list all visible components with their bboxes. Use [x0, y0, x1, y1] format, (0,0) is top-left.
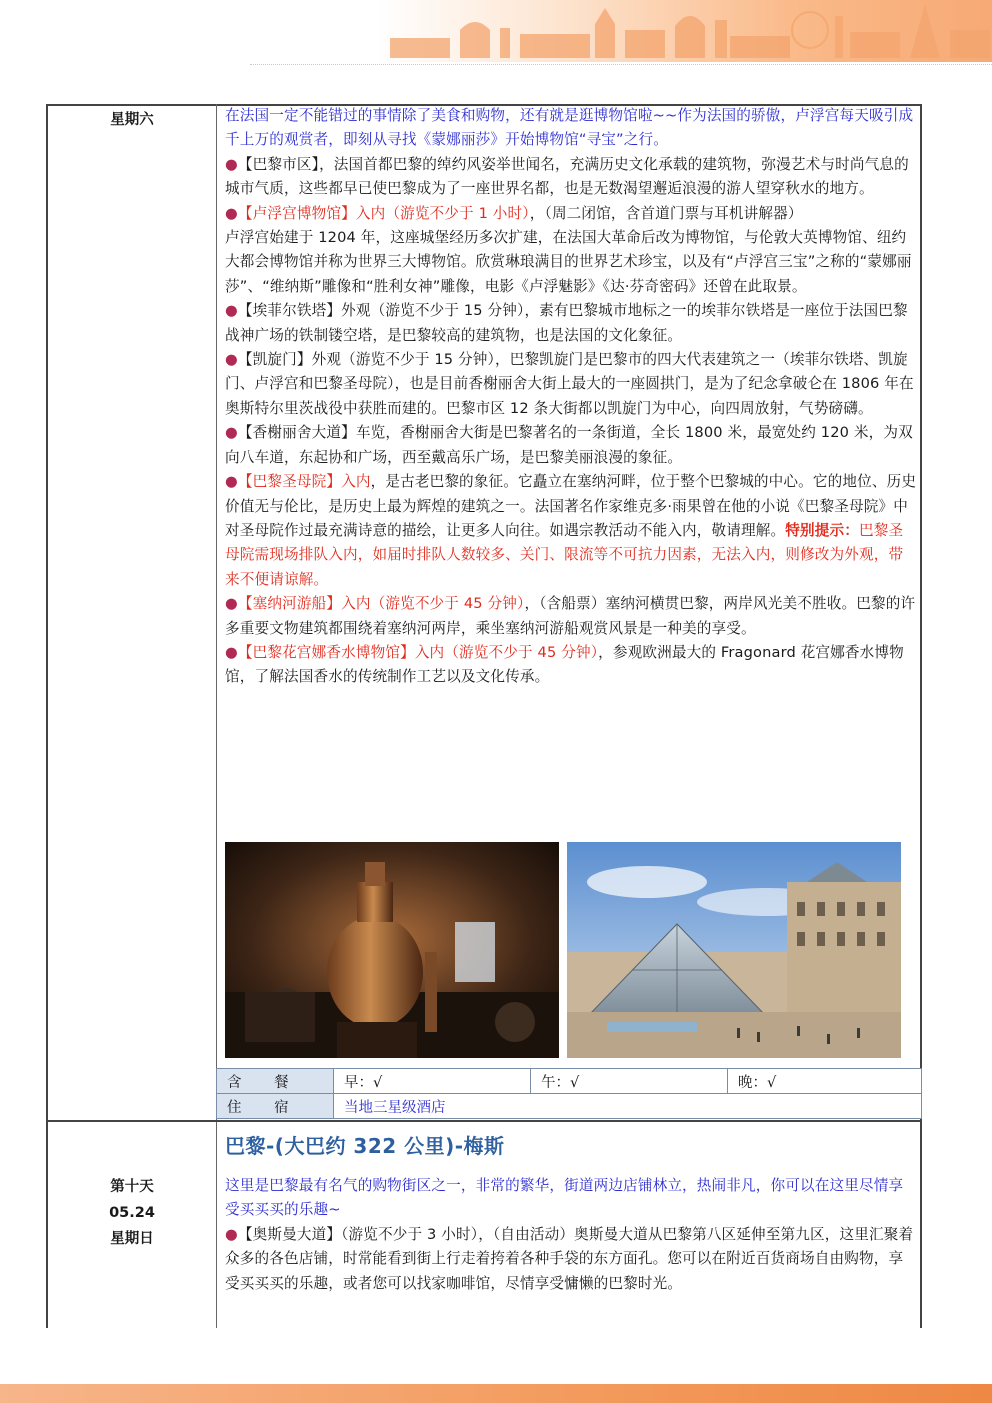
itinerary-item-haussmann — [225, 1223, 917, 1296]
special-notice-text: 巴黎圣母院需现场排队入内，如届时排队人数较多、关门、限流等不可抗力因素，无法入内，则修改为外观，带来不便请谅解。 — [225, 521, 904, 588]
item-title: 【巴黎圣母院】入内 — [237, 473, 371, 491]
item-text: 外观（游览不少于 15 分钟），巴黎凯旋门是巴黎市的四大代表建筑之一（埃菲尔铁塔、凯旋门、卢浮宫和巴黎圣母院），也是目前香榭丽舍大街上最大的一座圆拱门，是为了纪念拿破仑在 1806 年在奥斯特尔里茨战役中获胜而建的。巴黎市区 12 条大街都以凯旋门为中心，向四周放射，气势磅礴。 — [225, 351, 914, 417]
bullet-icon: ● — [225, 1225, 238, 1243]
item-title: 【埃菲尔铁塔】 — [237, 302, 342, 320]
bullet-icon: ● — [225, 595, 238, 613]
day-intro: 这里是巴黎最有名气的购物街区之一，非常的繁华，街道两边店铺林立，热闹非凡，你可以在这里尽情享受买买买的乐趣~ — [225, 1177, 904, 1219]
special-notice-label: 特别提示： — [785, 521, 860, 539]
route-title: 巴黎-(大巴约 322 公里)-梅斯 — [225, 1134, 505, 1158]
day-date: 05.24 — [109, 1205, 155, 1221]
hotel-row — [217, 1094, 922, 1119]
photo-row — [225, 842, 901, 1058]
lunch-cell: 午：√ — [531, 1069, 728, 1094]
breakfast-cell: 早：√ — [334, 1069, 531, 1094]
item-title: 【卢浮宫博物馆】入内（游览不少于 1 小时） — [237, 204, 530, 222]
weekday-label: 星期六 — [110, 112, 154, 128]
item-text: ，（含船票）塞纳河横贯巴黎，两岸风光美不胜收。巴黎的许多重要文物建筑都围绕着塞纳河两岸，乘坐塞纳河游船观赏风景是一种美的享受。 — [225, 595, 916, 637]
itinerary-item-eiffel-tower — [225, 299, 917, 348]
itinerary-item-fragonard-museum — [225, 641, 917, 690]
item-text: 外观（游览不少于 15 分钟），素有巴黎城市地标之一的埃菲尔铁塔是一座位于法国巴黎战神广场的铁制镂空塔，是巴黎较高的建筑物，也是法国的文化象征。 — [225, 302, 908, 344]
header-divider — [250, 64, 992, 65]
column-divider — [216, 104, 217, 1328]
itinerary-item-seine-cruise — [225, 592, 917, 641]
item-text: ，是古老巴黎的象征。它矗立在塞纳河畔，位于整个巴黎城的中心。它的地位、历史价值无与伦比，是历史上最为辉煌的建筑之一。法国著名作家维克多·雨果曾在他的小说《巴黎圣母院》中对圣母院作过最充满诗意的描绘，让更多人向往。如遇宗教活动不能入内，敬请理解。 — [225, 473, 917, 539]
bullet-icon: ● — [225, 424, 238, 442]
bullet-icon: ● — [225, 155, 238, 173]
bullet-icon: ● — [225, 473, 238, 491]
bullet-icon: ● — [225, 351, 238, 369]
day-number: 第十天 — [110, 1179, 154, 1195]
perfume-museum-photo — [225, 842, 559, 1058]
bullet-icon: ● — [225, 204, 238, 222]
bullet-icon: ● — [225, 302, 238, 320]
dinner-cell: 晚：√ — [728, 1069, 922, 1094]
item-text: ，参观欧洲最大的 Fragonard 花宫娜香水博物馆，了解法国香水的传统制作工艺以及文化传承。 — [225, 643, 904, 686]
day-label-saturday — [48, 107, 216, 133]
footer-banner — [0, 1384, 992, 1403]
bullet-icon: ● — [225, 643, 238, 661]
hotel-value: 当地三星级酒店 — [334, 1094, 922, 1119]
itinerary-item-louvre — [225, 202, 917, 300]
item-title: 【巴黎市区】 — [237, 155, 320, 173]
item-title: 【巴黎花宫娜香水博物馆】入内（游览不少于 45 分钟） — [237, 643, 599, 661]
city-skyline-decoration — [380, 0, 992, 58]
row-divider — [46, 1120, 922, 1122]
item-text: 卢浮宫始建于 1204 年，这座城堡经历多次扩建，在法国大革命后改为博物馆，与伦敦大英博物馆、纽约大都会博物馆并称为世界三大博物馆。欣赏琳琅满目的世界艺术珍宝，以及有“卢浮宫三宝”之称的“蒙娜丽莎”、“维纳斯”雕像和“胜利女神”雕像，电影《卢浮魅影》《达·芬奇密码》还曾在此取景。 — [225, 229, 912, 295]
day-label-day10 — [48, 1174, 216, 1252]
item-text: 车览，香榭丽舍大街是巴黎著名的一条街道，全长 1800 米，最宽处约 120 米，为双向八车道，东起协和广场，西至戴高乐广场，是巴黎美丽浪漫的象征。 — [225, 424, 913, 466]
item-text: （游览不少于 3 小时），（自由活动）奥斯曼大道从巴黎第八区延伸至第九区，这里汇聚着众多的各色店铺，时常能看到街上行走着挎着各种手袋的东方面孔。您可以在附近百货商场自由购物，享受买买买的乐趣，或者您可以找家咖啡馆，尽情享受慵懒的巴黎时光。 — [225, 1225, 914, 1292]
weekday-label: 星期日 — [110, 1231, 154, 1247]
itinerary-item-champs-elysees — [225, 421, 917, 470]
item-title: 【凯旋门】 — [237, 351, 312, 369]
day-content-saturday — [225, 104, 917, 690]
meals-label: 含 餐 — [217, 1069, 334, 1094]
hotel-label: 住 宿 — [217, 1094, 334, 1119]
item-title: 【塞纳河游船】入内（游览不少于 45 分钟） — [237, 595, 525, 613]
item-note: ，（周二闭馆，含首道门票与耳机讲解器） — [529, 204, 803, 222]
item-title: 【奥斯曼大道】 — [237, 1225, 342, 1243]
item-title: 【香榭丽舍大道】 — [237, 424, 356, 442]
meals-row — [217, 1069, 922, 1094]
day-content-day10 — [225, 1174, 917, 1296]
itinerary-item-arc-de-triomphe — [225, 348, 917, 421]
item-text: ，法国首都巴黎的绰约风姿举世闻名，充满历史文化承载的建筑物，弥漫艺术与时尚气息的城市气质，这些都早已使巴黎成为了一座世界名都，也是无数渴望邂逅浪漫的游人望穿秋水的地方。 — [225, 155, 909, 198]
itinerary-item-notre-dame — [225, 470, 917, 592]
day-intro: 在法国一定不能错过的事情除了美食和购物，还有就是逛博物馆啦~~作为法国的骄傲，卢浮宫每天吸引成千上万的观赏者，即刻从寻找《蒙娜丽莎》开始博物馆“寻宝”之行。 — [225, 107, 914, 149]
louvre-pyramid-photo — [567, 842, 901, 1058]
meals-hotel-table — [216, 1068, 922, 1119]
itinerary-item-paris-city — [225, 153, 917, 202]
